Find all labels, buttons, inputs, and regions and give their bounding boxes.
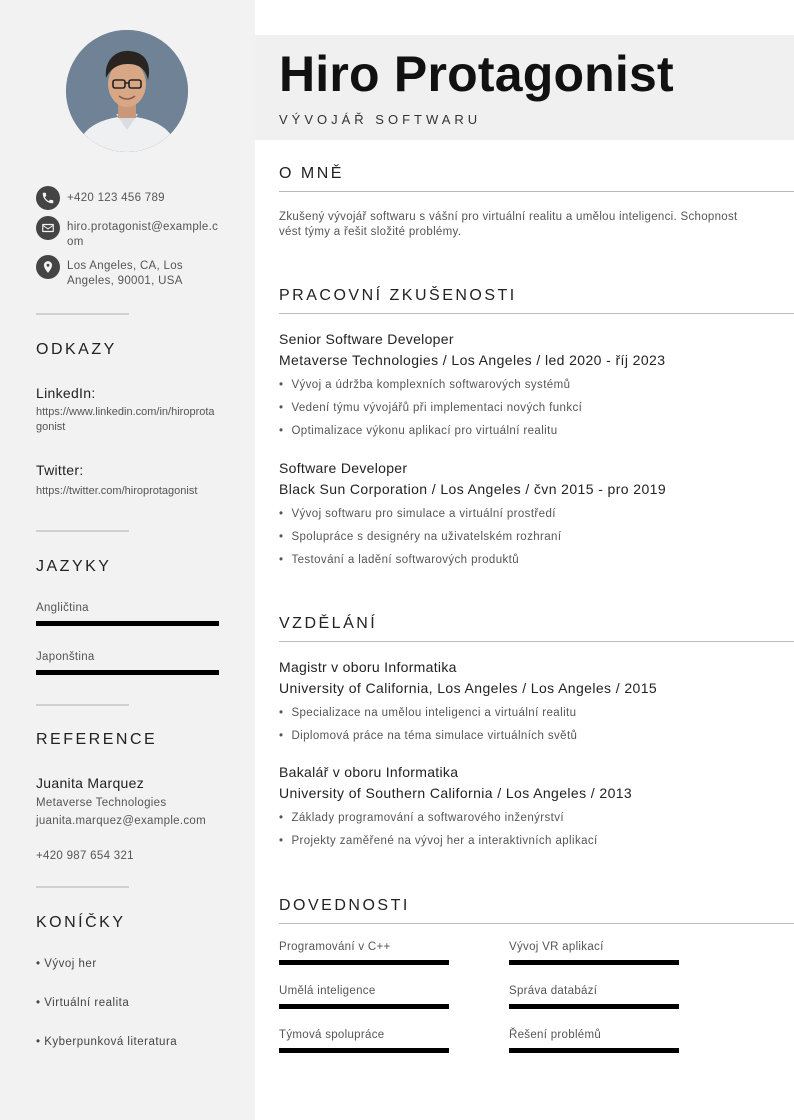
contact-address [36, 255, 197, 289]
person-name: Hiro Protagonist [279, 46, 674, 102]
skill-name: Vývoj VR aplikací [509, 941, 604, 953]
sidebar-divider [36, 313, 129, 315]
language-name: Angličtina [36, 602, 89, 614]
degree-name: Bakalář v oboru Informatika [279, 764, 459, 780]
location-pin-icon [36, 255, 60, 279]
skill-level-bar [279, 1048, 449, 1053]
job-bullet: • Optimalizace výkonu aplikací pro virtuální realitu [279, 425, 558, 437]
school-line: University of California, Los Angeles / Los Angeles / 2015 [279, 680, 658, 696]
reference-email[interactable]: juanita.marquez@example.com [36, 815, 206, 827]
education-bullet: • Diplomová práce na téma simulace virtuálních světů [279, 730, 577, 742]
email-text[interactable]: hiro.protagonist@example.com [67, 221, 219, 248]
reference-heading: REFERENCE [36, 731, 158, 748]
section-rule [279, 923, 794, 924]
job-bullet: • Testování a ladění softwarových produktů [279, 554, 519, 566]
section-rule [279, 641, 794, 642]
section-rule [279, 313, 794, 314]
sidebar [0, 0, 255, 1120]
skill-level-bar [509, 1004, 679, 1009]
main-content [255, 0, 794, 1120]
skill-name: Řešení problémů [509, 1029, 602, 1041]
education-bullet: • Základy programování a softwarového inženýrství [279, 812, 564, 824]
hobby-item: • Virtuální realita [36, 997, 130, 1009]
experience-heading: PRACOVNÍ ZKUŠENOSTI [279, 287, 517, 304]
skills-heading: DOVEDNOSTI [279, 897, 410, 914]
linkedin-url[interactable]: https://www.linkedin.com/in/hiroprotagonist [36, 406, 215, 433]
email-icon [36, 216, 60, 240]
reference-name: Juanita Marquez [36, 775, 145, 791]
sidebar-divider [36, 886, 129, 888]
degree-name: Magistr v oboru Informatika [279, 659, 457, 675]
job-bullet: • Vývoj a údržba komplexních softwarových systémů [279, 379, 570, 391]
skill-level-bar [509, 960, 679, 965]
reference-phone: +420 987 654 321 [36, 850, 134, 862]
twitter-label: Twitter: [36, 462, 84, 478]
hobbies-heading: KONÍČKY [36, 914, 126, 931]
job-role: Senior Software Developer [279, 331, 454, 347]
section-rule [279, 191, 794, 192]
skill-level-bar [509, 1048, 679, 1053]
skill-name: Správa databází [509, 985, 598, 997]
contact-email [36, 216, 222, 250]
avatar [66, 30, 188, 152]
job-bullet: • Spolupráce s designéry na uživatelském rozhraní [279, 531, 561, 543]
skill-level-bar [279, 1004, 449, 1009]
reference-company: Metaverse Technologies [36, 797, 167, 809]
phone-icon [36, 186, 60, 210]
language-level-bar [36, 621, 219, 626]
job-company: Metaverse Technologies / Los Angeles / led 2020 - říj 2023 [279, 352, 666, 368]
education-bullet: • Projekty zaměřené na vývoj her a interaktivních aplikací [279, 835, 598, 847]
languages-heading: JAZYKY [36, 558, 112, 575]
school-line: University of Southern California / Los Angeles / 2013 [279, 785, 633, 801]
hobby-item: • Kyberpunková literatura [36, 1036, 178, 1048]
job-bullet: • Vývoj softwaru pro simulace a virtuální prostředí [279, 508, 556, 520]
language-name: Japonština [36, 651, 95, 663]
skill-level-bar [279, 960, 449, 965]
education-heading: VZDĚLÁNÍ [279, 615, 378, 632]
job-role: Software Developer [279, 460, 408, 476]
job-title: VÝVOJÁŘ SOFTWARU [279, 112, 482, 127]
hobby-item: • Vývoj her [36, 958, 97, 970]
about-heading: O MNĚ [279, 165, 344, 182]
twitter-url[interactable]: https://twitter.com/hiroprotagonist [36, 485, 198, 497]
header-band [255, 35, 794, 140]
contact-phone [36, 186, 222, 210]
skill-name: Programování v C++ [279, 941, 391, 953]
linkedin-label: LinkedIn: [36, 385, 96, 401]
job-company: Black Sun Corporation / Los Angeles / čvn 2015 - pro 2019 [279, 481, 667, 497]
skill-name: Týmová spolupráce [279, 1029, 385, 1041]
sidebar-divider [36, 704, 129, 706]
phone-text: +420 123 456 789 [67, 192, 165, 204]
job-bullet: • Vedení týmu vývojářů při implementaci nových funkcí [279, 402, 582, 414]
skill-name: Umělá inteligence [279, 985, 376, 997]
education-bullet: • Specializace na umělou inteligenci a virtuální realitu [279, 707, 576, 719]
about-text: Zkušený vývojář softwaru s vášní pro virtuální realitu a umělou inteligenci. Schopnost vést týmy a řešit složité problémy. [279, 211, 738, 238]
address-text: Los Angeles, CA, Los Angeles, 90001, USA [67, 260, 183, 287]
links-heading: ODKAZY [36, 341, 117, 358]
language-level-bar [36, 670, 219, 675]
avatar-photo [66, 30, 188, 152]
sidebar-divider [36, 530, 129, 532]
